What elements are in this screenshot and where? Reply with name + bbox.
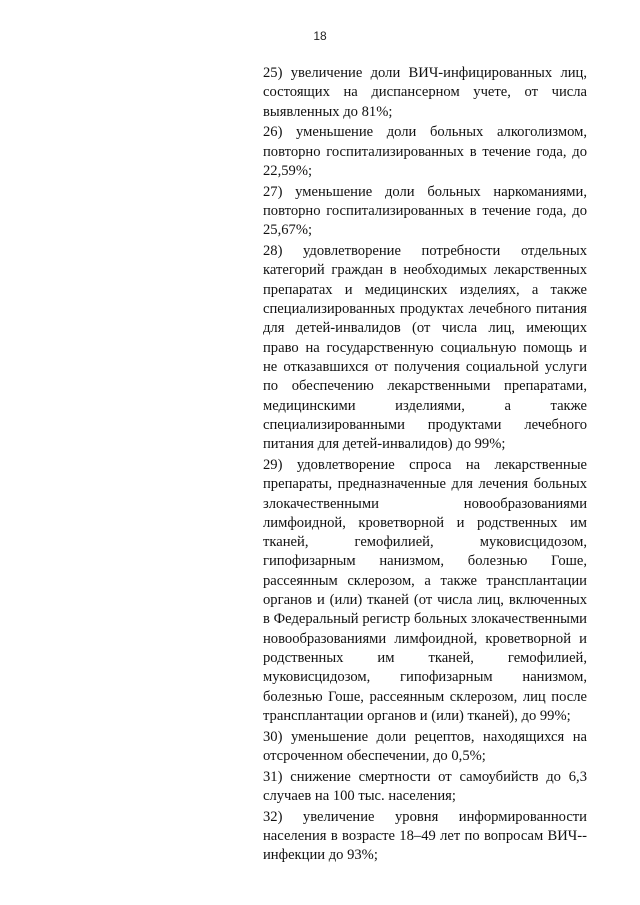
list-item-26: 26) уменьшение доли больных алкоголизмом, повторно госпитализированных в течение года, до 22,59%; xyxy=(263,124,587,179)
page-number: 18 xyxy=(313,29,327,43)
document-body xyxy=(263,64,587,867)
list-item-30: 30) уменьшение доли рецептов, находящихся на отсроченном обеспечении, до 0,5%; xyxy=(263,728,587,764)
list-item-31: 31) снижение смертности от самоубийств до 6,3 случаев на 100 тыс. населения; xyxy=(263,768,587,804)
list-item-25: 25) увеличение доли ВИЧ-инфицированных лиц, состоящих на диспансерном учете, от числа выявленных до 81%; xyxy=(263,65,587,120)
list-item-29: 29) удовлетворение спроса на лекарственные препараты, предназначенные для лечения больных злокачественными новообразованиями лимфоидной, кроветворной и родственных им тканей, гемофилией, муковисцидозом, гипофизарным нанизмом, болезнью Гоше, рассеянным склерозом, а также трансплантации органов и (или) тканей (от числа лиц, включенных в Федеральный регистр больных злокачественными новообразованиями лимфоидной, кроветворной и родственных им тканей, гемофилией, муковисцидозом, гипофизарным нанизмом, болезнью Гоше, рассеянным склерозом, лиц после трансплантации органов и (или) тканей), до 99%; xyxy=(263,456,587,724)
list-item-32: 32) увеличение уровня информированности населения в возрасте 18–49 лет по вопросам ВИЧ-инфекции до 93%; xyxy=(263,808,587,864)
list-item-27: 27) уменьшение доли больных наркоманиями, повторно госпитализированных в течение года, до 25,67%; xyxy=(263,183,587,239)
list-item-28: 28) удовлетворение потребности отдельных категорий граждан в необходимых лекарственных препаратах и медицинских изделиях, а также специализированных продуктах лечебного питания для детей-инвалидов (от числа лиц, имеющих право на государственную социальную помощь и не отказавшихся от получения социальной услуги по обеспечению лекарственными препаратами, медицинскими изделиями, а также специализированными продуктами лечебного питания для детей-инвалидов) до 99%; xyxy=(263,243,587,453)
